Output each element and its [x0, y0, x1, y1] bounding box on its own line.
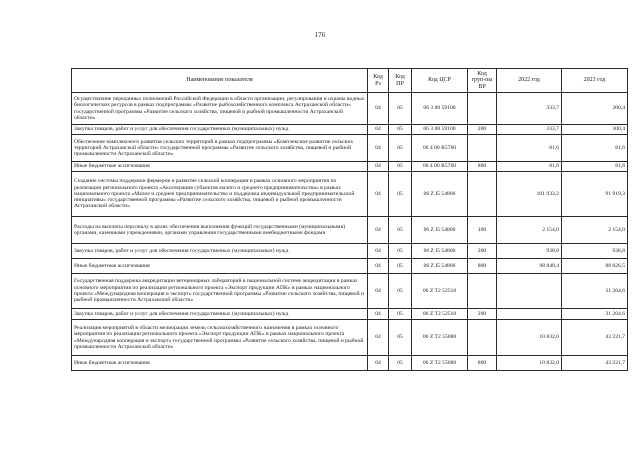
- cell-csr: 06 Z I5 54800: [412, 172, 468, 217]
- cell-vr: [468, 320, 497, 356]
- cell-csr: 06 Z I5 54800: [412, 217, 468, 244]
- cell-csr: 06 3 00 59100: [412, 125, 468, 135]
- cell-rz: 04: [368, 162, 389, 172]
- cell-csr: 06 4 00 R5760: [412, 135, 468, 162]
- cell-name: Создание системы поддержки фермеров и развитие сельской кооперации в рамках основного мероприятия по реализации регионального проекта «Акселерация субъектов малого и среднего предпринимательства» в рамках национального проекта «Малое и среднее предпринимательство и поддержка индивидуальной предпринимательской инициативы» государственной программы «Развитие сельского хозяйства, пищевой и рыбной промышленности Астраханской области»: [72, 172, 368, 217]
- cell-2022: 81,6: [497, 162, 562, 172]
- cell-pr: 05: [389, 125, 412, 135]
- table-row: [72, 172, 628, 217]
- table-row: [72, 217, 628, 244]
- cell-2023: 81,6: [562, 162, 628, 172]
- cell-2023: 938,8: [562, 244, 628, 259]
- cell-2022: 101 933,2: [497, 172, 562, 217]
- cell-csr: 06 Z T2 55680: [412, 356, 468, 371]
- header-vr: Код груп-пы ВР: [468, 69, 497, 93]
- cell-rz: 04: [368, 356, 389, 371]
- cell-pr: 05: [389, 320, 412, 356]
- cell-vr: 800: [468, 356, 497, 371]
- cell-2023: 43 221,7: [562, 356, 628, 371]
- cell-vr: 100: [468, 217, 497, 244]
- header-rz: Код Рз: [368, 69, 389, 93]
- header-row: [72, 69, 628, 93]
- table-row: [72, 356, 628, 371]
- table-body: [72, 93, 628, 371]
- table-row: [72, 93, 628, 125]
- table-row: [72, 125, 628, 135]
- cell-2022: [497, 309, 562, 320]
- cell-pr: 05: [389, 135, 412, 162]
- cell-pr: 05: [389, 244, 412, 259]
- cell-name: Закупка товаров, работ и услуг для обеспечения государственных (муниципальных) нужд: [72, 125, 368, 135]
- cell-pr: 05: [389, 217, 412, 244]
- cell-rz: 04: [368, 259, 389, 274]
- cell-name: Осуществление переданных полномочий Российской Федерации в области организации, регулирования и охраны водных биологических ресурсов в рамках подпрограммы «Развитие рыбохозяйственного комплекса Астраханской области» государственной программы «Развитие сельского хозяйства, пищевой и рыбной промышленности Астраханской области»: [72, 93, 368, 125]
- cell-vr: [468, 135, 497, 162]
- cell-pr: 05: [389, 259, 412, 274]
- cell-2023: 2 154,0: [562, 217, 628, 244]
- cell-vr: 200: [468, 125, 497, 135]
- header-2022: 2022 год: [497, 69, 562, 93]
- table-row: [72, 259, 628, 274]
- cell-name: Расходы на выплаты персоналу в целях обеспечения выполнения функций государственными (муниципальными) органами, казенными учреждениями, органами управления государственными внебюджетными фондами: [72, 217, 368, 244]
- cell-csr: 06 Z T2 52510: [412, 309, 468, 320]
- header-pr: Код ПР: [389, 69, 412, 93]
- cell-2022: 333,7: [497, 93, 562, 125]
- cell-vr: 200: [468, 244, 497, 259]
- cell-csr: 06 4 00 R5760: [412, 162, 468, 172]
- cell-vr: [468, 274, 497, 309]
- budget-table: [71, 68, 628, 371]
- cell-name: Реализация мероприятий в области мелиорации земель сельскохозяйственного назначения в рамках основного мероприятия по реализации регионального проекта «Экспорт продукции АПК» в рамках национального проекта «Международная кооперация и экспорт» государственной программы «Развитие сельского хозяйства, пищевой и рыбной промышленности Астраханской области»: [72, 320, 368, 356]
- cell-name: Обеспечение комплексного развития сельских территорий в рамках подпрограммы «Комплексное развитие сельских территорий Астраханской области» государственной программы «Развитие сельского хозяйства, пищевой и рыбной промышленности Астраханской области»: [72, 135, 368, 162]
- cell-pr: 05: [389, 274, 412, 309]
- header-name: Наименование показателя: [72, 69, 368, 93]
- cell-rz: 04: [368, 93, 389, 125]
- cell-2022: 10 832,0: [497, 320, 562, 356]
- table-row: [72, 320, 628, 356]
- cell-pr: 05: [389, 93, 412, 125]
- cell-vr: [468, 93, 497, 125]
- table-row: [72, 274, 628, 309]
- cell-rz: 04: [368, 320, 389, 356]
- cell-vr: [468, 172, 497, 217]
- cell-name: Иные бюджетные ассигнования: [72, 356, 368, 371]
- table-row: [72, 135, 628, 162]
- cell-2023: 300,4: [562, 93, 628, 125]
- cell-2023: 31 264,6: [562, 309, 628, 320]
- cell-2023: 300,4: [562, 125, 628, 135]
- cell-2022: 98 840,4: [497, 259, 562, 274]
- cell-2022: 333,7: [497, 125, 562, 135]
- table-row: [72, 309, 628, 320]
- cell-name: Иные бюджетные ассигнования: [72, 162, 368, 172]
- cell-pr: 05: [389, 162, 412, 172]
- cell-rz: 04: [368, 274, 389, 309]
- cell-2023: 88 826,5: [562, 259, 628, 274]
- cell-pr: 05: [389, 356, 412, 371]
- cell-rz: 04: [368, 125, 389, 135]
- header-2023: 2023 год: [562, 69, 628, 93]
- cell-2022: 2 154,0: [497, 217, 562, 244]
- cell-2022: [497, 274, 562, 309]
- cell-name: Иные бюджетные ассигнования: [72, 259, 368, 274]
- cell-pr: 05: [389, 309, 412, 320]
- page-number: 176: [314, 31, 326, 39]
- cell-2023: 43 221,7: [562, 320, 628, 356]
- cell-2022: 938,8: [497, 244, 562, 259]
- cell-2023: 91 919,3: [562, 172, 628, 217]
- cell-name: Закупка товаров, работ и услуг для обеспечения государственных (муниципальных) нужд: [72, 309, 368, 320]
- cell-2022: 81,6: [497, 135, 562, 162]
- cell-vr: 800: [468, 162, 497, 172]
- header-csr: Код ЦСР: [412, 69, 468, 93]
- cell-name: Государственная поддержка аккредитации ветеринарных лабораторий в национальной системе аккредитации в рамках основного мероприятия по реализации регионального проекта «Экспорт продукции АПК» в рамках национального проекта «Международная кооперация и экспорт» государственной программы «Развитие сельского хозяйства, пищевой и рыбной промышленности Астраханской области»: [72, 274, 368, 309]
- cell-csr: 06 Z T2 52510: [412, 274, 468, 309]
- cell-vr: 200: [468, 309, 497, 320]
- cell-rz: 04: [368, 244, 389, 259]
- cell-csr: 06 Z I5 54800: [412, 259, 468, 274]
- cell-csr: 06 Z I5 54800: [412, 244, 468, 259]
- table-row: [72, 162, 628, 172]
- cell-2022: 10 832,0: [497, 356, 562, 371]
- cell-csr: 06 Z T2 55680: [412, 320, 468, 356]
- cell-csr: 06 3 00 59100: [412, 93, 468, 125]
- cell-rz: 04: [368, 135, 389, 162]
- cell-name: Закупка товаров, работ и услуг для обеспечения государственных (муниципальных) нужд: [72, 244, 368, 259]
- cell-rz: 04: [368, 309, 389, 320]
- cell-rz: 04: [368, 172, 389, 217]
- table-row: [72, 244, 628, 259]
- cell-vr: 800: [468, 259, 497, 274]
- table-header: [72, 69, 628, 93]
- cell-pr: 05: [389, 172, 412, 217]
- cell-rz: 04: [368, 217, 389, 244]
- cell-2023: 31 264,6: [562, 274, 628, 309]
- cell-2023: 81,6: [562, 135, 628, 162]
